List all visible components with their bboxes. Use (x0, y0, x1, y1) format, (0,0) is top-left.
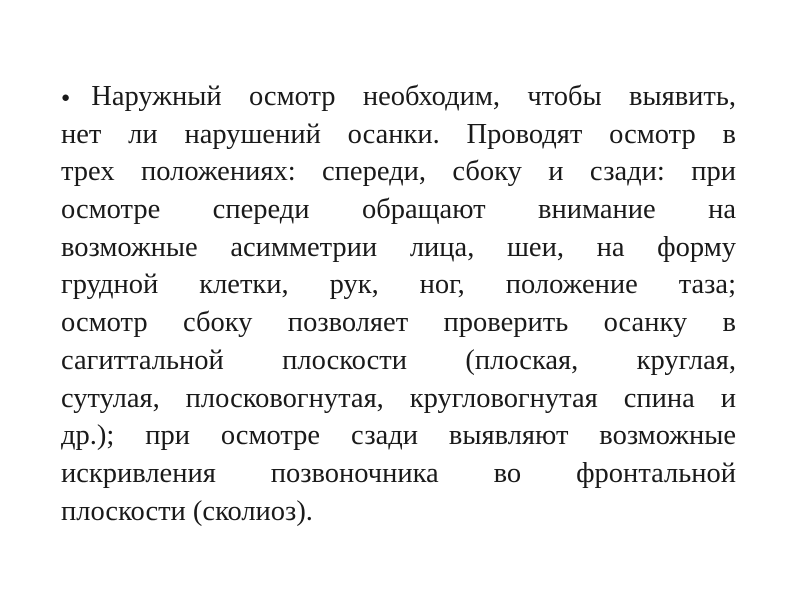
paragraph-line: плоскости (сколиоз). (61, 495, 313, 527)
bullet-paragraph (61, 78, 736, 530)
paragraph-line: нет ли нарушений осанки. Проводят осмотр в (61, 118, 736, 150)
paragraph-line: возможные асимметрии лица, шеи, на форму (61, 231, 736, 263)
paragraph-line: трех положениях: спереди, сбоку и сзади: при (61, 156, 736, 188)
bullet-icon: ● (61, 90, 91, 106)
paragraph-line: осмотр сбоку позволяет проверить осанку в (61, 307, 736, 339)
paragraph-line: искривления позвоночника во фронтальной (61, 457, 736, 489)
paragraph-line-text: Наружный осмотр необходим, чтобы выявить, (91, 81, 737, 112)
paragraph-line: др.); при осмотре сзади выявляют возможные (61, 420, 736, 452)
paragraph-line: сагиттальной плоскости (плоская, круглая, (61, 344, 736, 376)
paragraph-line: грудной клетки, рук, ног, положение таза; (61, 269, 736, 301)
paragraph-line: осмотре спереди обращают внимание на (61, 194, 736, 226)
paragraph-line (61, 78, 736, 116)
paragraph-line: сутулая, плосковогнутая, кругловогнутая спина и (61, 382, 736, 414)
